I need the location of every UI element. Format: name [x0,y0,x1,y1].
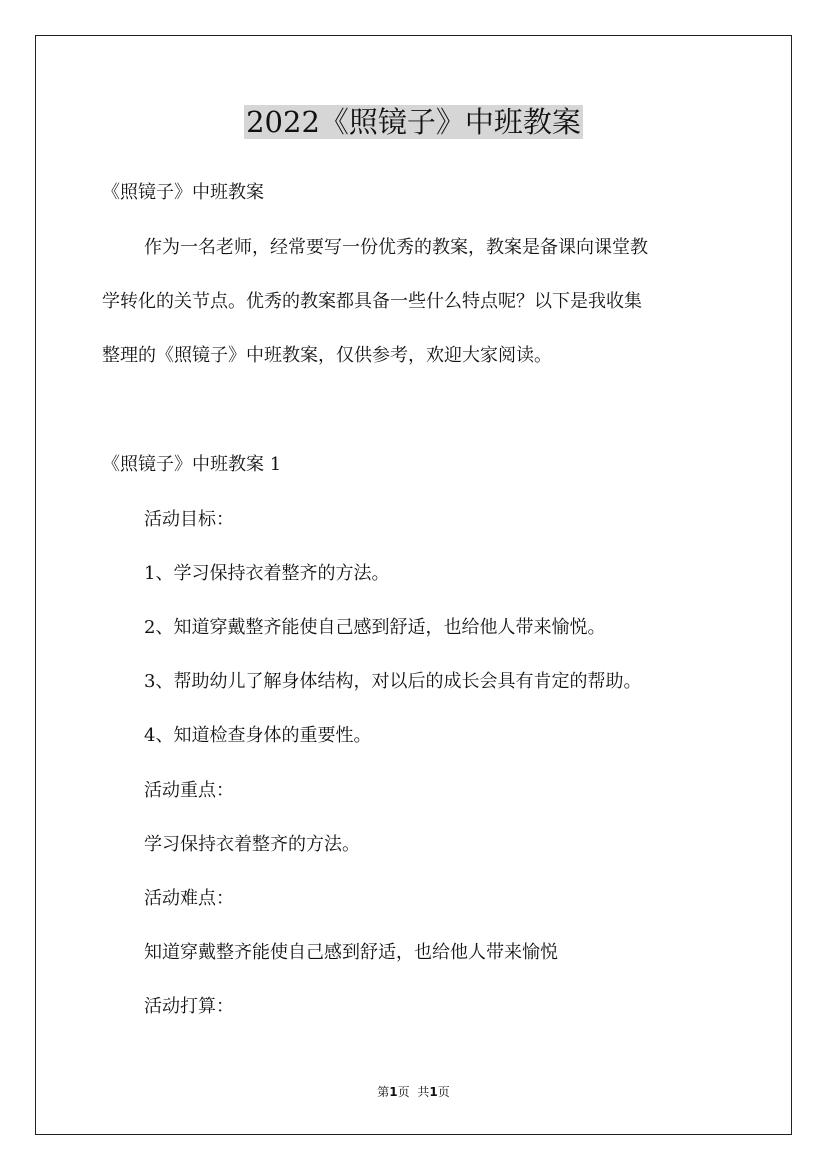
goal-item-1: 1、学习保持衣着整齐的方法。 [144,563,390,584]
difficulty-label: 活动难点： [144,888,234,909]
footer-page-suffix: 页 [397,1085,410,1099]
document-title [0,102,827,142]
key-point-text: 学习保持衣着整齐的方法。 [144,834,360,855]
section-heading: 《照镜子》中班教案 1 [102,454,282,475]
goal-item-3: 3、帮助幼儿了解身体结构，对以后的成长会具有肯定的帮助。 [144,671,642,692]
footer-page-current: 1 [389,1085,398,1099]
key-point-label: 活动重点： [144,780,234,801]
goals-label: 活动目标： [144,509,234,530]
intro-line-3: 整理的《照镜子》中班教案，仅供参考，欢迎大家阅读。 [102,345,552,366]
page-footer [0,1084,827,1100]
goal-item-4: 4、知道检查身体的重要性。 [144,725,372,746]
footer-total-suffix: 页 [437,1085,450,1099]
footer-total-prefix: 共 [417,1085,430,1099]
goal-item-2: 2、知道穿戴整齐能使自己感到舒适，也给他人带来愉悦。 [144,617,606,638]
footer-page-prefix: 第 [377,1085,390,1099]
document-title-text: 2022《照镜子》中班教案 [246,105,581,139]
plan-label: 活动打算： [144,996,234,1017]
intro-line-2: 学转化的关节点。优秀的教案都具备一些什么特点呢？以下是我收集 [102,291,642,312]
footer-page-total: 1 [429,1085,438,1099]
intro-line-1: 作为一名老师，经常要写一份优秀的教案，教案是备课向课堂教 [144,237,648,258]
difficulty-text: 知道穿戴整齐能使自己感到舒适，也给他人带来愉悦 [144,942,558,963]
document-subtitle: 《照镜子》中班教案 [102,182,264,203]
